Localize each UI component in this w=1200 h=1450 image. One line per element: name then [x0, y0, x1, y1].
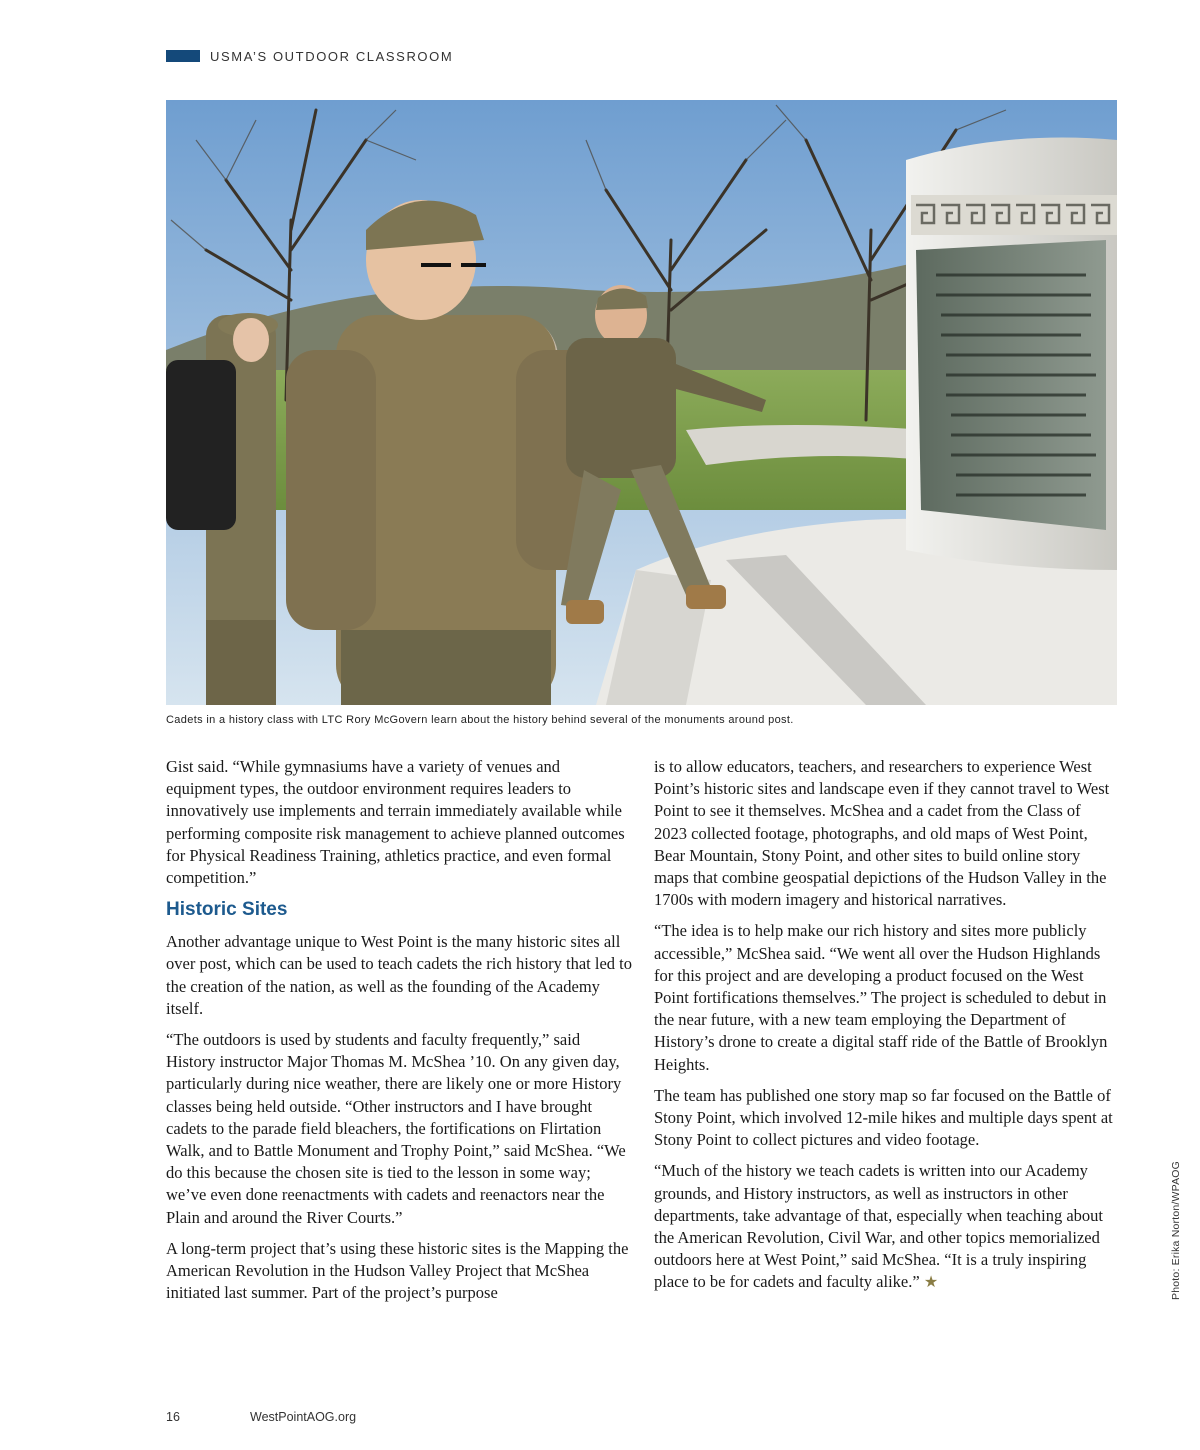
article-paragraph: Gist said. “While gymnasiums have a variety of venues and equipment types, the outdoor environment requires leaders to innovatively use implements and terrain immediately available while performing composite risk management to achieve planned outcomes for Physical Readiness Training, athletics practice, and even formal competition.”	[166, 757, 625, 888]
section-title: USMA’S OUTDOOR CLASSROOM	[210, 48, 454, 64]
article-column-left	[166, 756, 632, 1313]
section-header	[166, 48, 453, 64]
section-accent-bar	[166, 50, 200, 62]
article-paragraph: “The idea is to help make our rich history and sites more publicly accessible,” McShea said. “We went all over the Hudson Highlands for this project and are developing a product focused on the West Point fortifications themselves.” The project is scheduled to debut in the near future, with a new team employing the Department of History’s drone to create a digital staff ride of the Battle of Brooklyn Heights.	[654, 921, 1108, 1074]
article-column-right	[654, 756, 1116, 1304]
article-paragraph: Another advantage unique to West Point is the many historic sites all over post, which can be used to teach cadets the rich history that led to the creation of the nation, as well as the founding of the Academy itself.	[166, 932, 632, 1018]
end-star-icon: ★	[923, 1274, 939, 1292]
photo-caption: Cadets in a history class with LTC Rory McGovern learn about the history behind several of the monuments around post.	[166, 714, 794, 726]
footer-website: WestPointAOG.org	[250, 1410, 357, 1424]
page-footer	[166, 1410, 357, 1424]
photo-credit: Photo: Erika Norton/WPAOG	[1170, 1160, 1182, 1300]
page-number: 16	[166, 1410, 180, 1424]
closing-paragraph	[654, 1160, 1116, 1294]
article-photo	[166, 100, 1117, 705]
article-paragraph: “The outdoors is used by students and faculty frequently,” said History instructor Major Thomas M. McShea ’10. On any given day, particularly during nice weather, there are likely one or more History classes being held outside. “Other instructors and I have brought cadets to the parade field bleachers, the fortifications on Flirtation Walk, and to Battle Monument and Trophy Point,” said McShea. “We do this because the chosen site is tied to the lesson in some way; we’ve even done reenactments with cadets and reenactors near the Plain and around the River Courts.”	[166, 1030, 626, 1227]
article-paragraph: The team has published one story map so far focused on the Battle of Stony Point, which involved 12-mile hikes and multiple days spent at Stony Point to collect pictures and video footage.	[654, 1085, 1113, 1150]
article-paragraph: is to allow educators, teachers, and researchers to experience West Point’s historic sites and landscape even if they cannot travel to West Point to see it themselves. McShea and a cadet from the Class of 2023 collected footage, photographs, and old maps of West Point, Bear Mountain, Stony Point, and other sites to build online story maps that combine geospatial depictions of the Hudson Valley in the 1700s with modern imagery and historical narratives.	[654, 757, 1110, 910]
section-heading: Historic Sites	[166, 899, 288, 921]
closing-text: “Much of the history we teach cadets is written into our Academy grounds, and History instructors, as well as instructors in other departments, take advantage of that, especially when teaching about the American Revolution, Civil War, and other topics memorialized outdoors here at West Point,” said McShea. “It is a truly inspiring place to be for cadets and faculty alike.”	[654, 1161, 1103, 1292]
article-paragraph: A long-term project that’s using these historic sites is the Mapping the American Revolution in the Hudson Valley Project that McShea initiated last summer. Part of the project’s purpose	[166, 1238, 629, 1303]
